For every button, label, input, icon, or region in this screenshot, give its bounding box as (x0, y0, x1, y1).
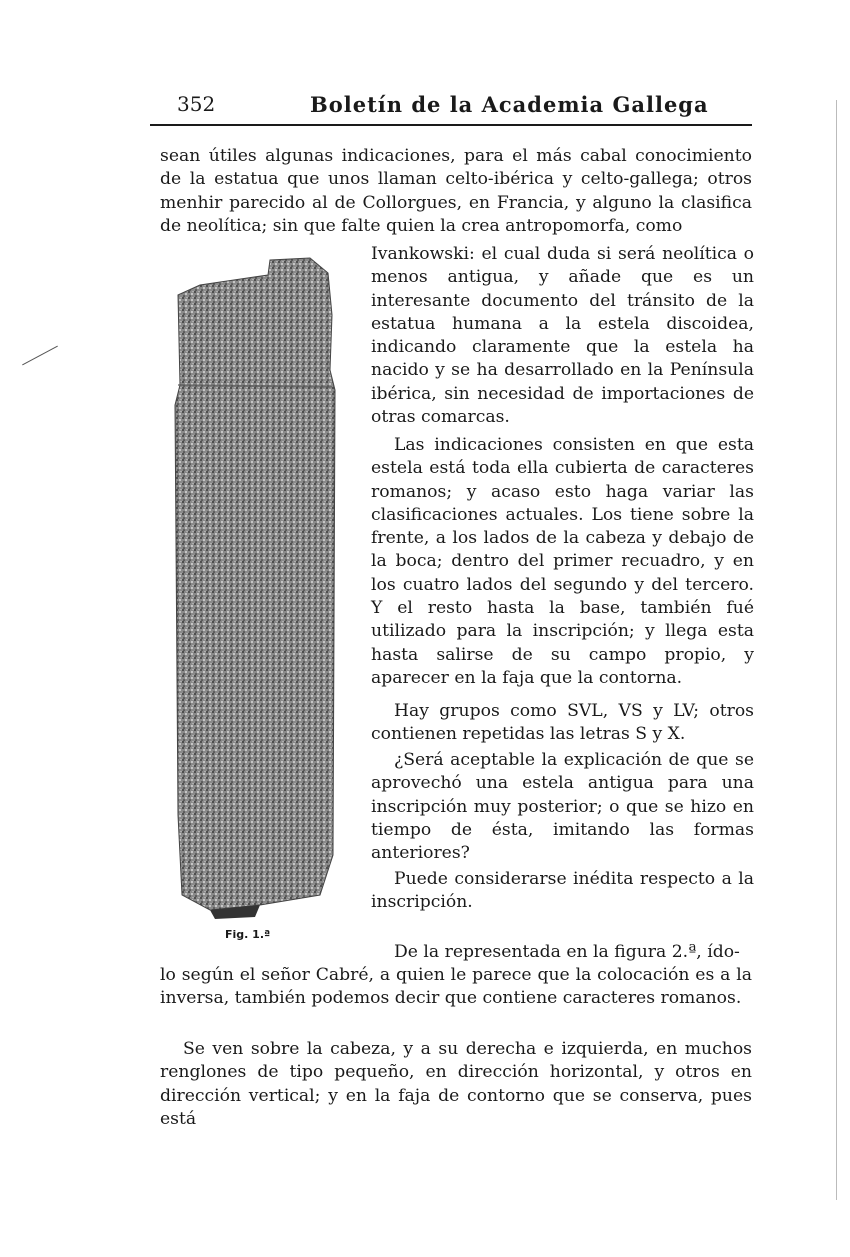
paragraph-indicaciones: Las indicaciones consisten en que esta estela está toda ella cubierta de caracteres romanos; y acaso esto haga variar las clasificaciones actuales. Los tiene sobre la frente, a los lados de la cabeza y debajo de la boca; dentro del primer recuadro, y en los cuatro lados del segundo y del tercero. Y el resto hasta la base, también fué utilizado para la inscripción; y llega esta hasta salirse de su campo propio, y aparecer en la faja que la contorna. (371, 435, 754, 688)
page-edge-line (836, 100, 837, 1200)
page-header (150, 92, 752, 126)
margin-mark (22, 346, 58, 366)
stele-figure (170, 255, 345, 920)
paragraph-figura-2-start: De la representada en la figura 2.ª, ído- (394, 942, 740, 962)
paragraph-intro: sean útiles algunas indicaciones, para el más cabal conocimiento de la estatua que unos llaman celto-ibérica y celto-gallega; otros menhir parecido al de Collorgues, en Francia, y alguno la clasifica de neolítica; sin que falte quien la crea antropomorfa, como (160, 146, 752, 236)
paragraph-figura-2: lo según el señor Cabré, a quien le parece que la colocación es a la inversa, también podemos decir que contiene caracteres romanos. (160, 965, 752, 1009)
paragraph-ivankowski: Ivankowski: el cual duda si será neolítica o menos antigua, y añade que es un interesante documento del tránsito de la estatua humana a la estela discoidea, indicando claramente que la estela ha nacido y se ha desarrollado en la Península ibérica, sin necesidad de importaciones de otras comarcas. (371, 244, 754, 428)
paragraph-question: ¿Será aceptable la explicación de que se aprovechó una estela antigua para una inscripción muy posterior; o que se hizo en tiempo de ésta, imitando las formas anteriores? (371, 750, 754, 864)
paragraph-inedita: Puede considerarse inédita respecto a la inscripción. (371, 869, 754, 913)
page-number: 352 (177, 92, 216, 116)
running-title: Boletín de la Academia Gallega (310, 92, 709, 117)
paragraph-cabeza: Se ven sobre la cabeza, y a su derecha e izquierda, en muchos renglones de tipo pequeño, en dirección horizontal, y otros en dirección vertical; y en la faja de contorno que se conserva, pues está (160, 1039, 752, 1129)
paragraph-grupos: Hay grupos como SVL, VS y LV; otros contienen repetidas las letras S y X. (371, 701, 754, 745)
figure-caption: Fig. 1.ª (225, 928, 271, 941)
